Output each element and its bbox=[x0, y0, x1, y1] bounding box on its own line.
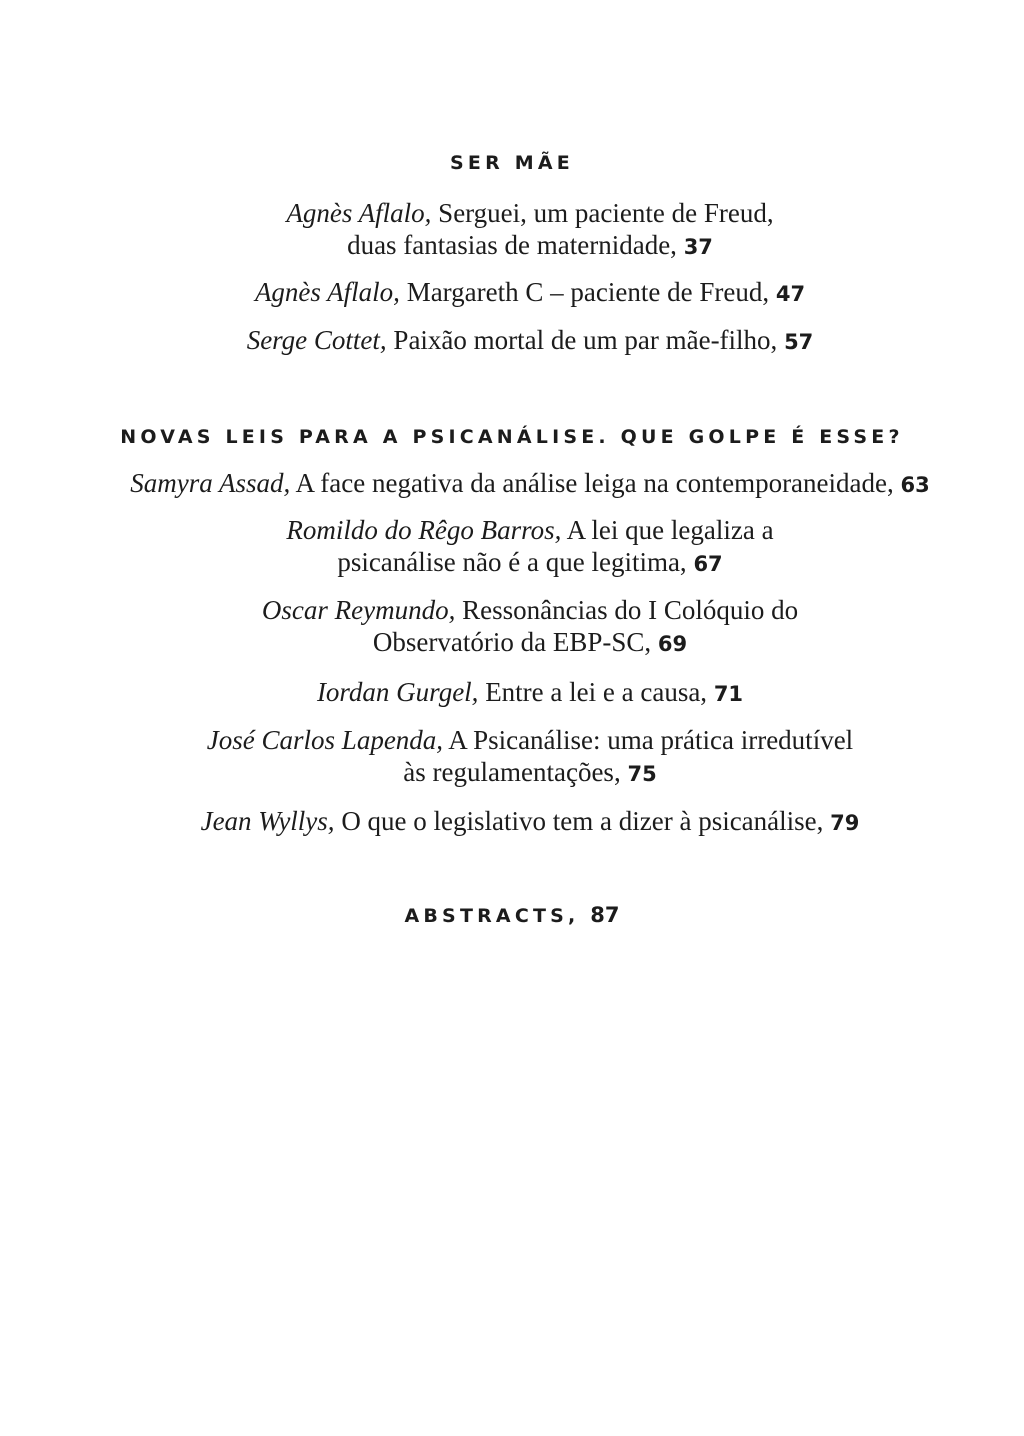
toc-entry-line bbox=[80, 276, 980, 310]
toc-entry-line bbox=[80, 467, 980, 501]
toc-title: Serguei, um paciente de Freud, bbox=[431, 198, 774, 228]
toc-entry-line bbox=[80, 229, 980, 263]
toc-title: duas fantasias de maternidade, bbox=[347, 230, 677, 260]
toc-author: Romildo do Rêgo Barros, bbox=[286, 515, 562, 545]
toc-entry bbox=[80, 324, 980, 358]
toc-entry-line bbox=[80, 756, 980, 790]
toc-title: A Psicanálise: uma prática irredutível bbox=[443, 725, 854, 755]
toc-entry bbox=[80, 724, 980, 790]
toc-page-number: 79 bbox=[830, 811, 860, 835]
toc-entry-line bbox=[80, 594, 980, 626]
toc-page-number: 87 bbox=[590, 903, 620, 927]
toc-author: Serge Cottet, bbox=[246, 325, 387, 355]
toc-author: Jean Wyllys, bbox=[200, 806, 335, 836]
toc-author: Samyra Assad, bbox=[130, 468, 291, 498]
section-heading-ser-mae: SER MÃE bbox=[450, 152, 574, 174]
toc-page-number: 75 bbox=[627, 762, 657, 786]
section-heading-abstracts bbox=[0, 903, 1024, 927]
toc-entry-line bbox=[80, 805, 980, 839]
toc-title: O que o legislativo tem a dizer à psicanálise, bbox=[334, 806, 824, 836]
toc-page-number: 47 bbox=[775, 282, 806, 306]
toc-entry-line bbox=[80, 676, 980, 710]
toc-entry-line bbox=[80, 514, 980, 546]
toc-page-number: 67 bbox=[693, 552, 723, 576]
toc-entry-line bbox=[80, 324, 980, 358]
toc-page-number: 71 bbox=[713, 682, 744, 706]
toc-page-number: 57 bbox=[784, 330, 814, 354]
toc-title: Entre a lei e a causa, bbox=[478, 677, 708, 707]
toc-page-number: 69 bbox=[657, 632, 688, 656]
toc-page-number: 37 bbox=[683, 235, 713, 259]
toc-entry bbox=[80, 594, 980, 660]
section-heading-novas-leis: NOVAS LEIS PARA A PSICANÁLISE. QUE GOLPE É ESSE? bbox=[120, 426, 904, 448]
toc-entry-line bbox=[80, 724, 980, 756]
toc-entry bbox=[80, 276, 980, 310]
toc-entry-line bbox=[80, 546, 980, 580]
toc-entry bbox=[80, 676, 980, 710]
toc-author: José Carlos Lapenda, bbox=[206, 725, 444, 755]
toc-page-number: 63 bbox=[900, 473, 930, 497]
toc-title: A lei que legaliza a bbox=[561, 515, 774, 545]
toc-entry bbox=[80, 514, 980, 580]
toc-author: Oscar Reymundo, bbox=[261, 595, 456, 625]
toc-title: A face negativa da análise leiga na contemporaneidade, bbox=[290, 468, 894, 498]
toc-entry bbox=[80, 467, 980, 501]
toc-author: Iordan Gurgel, bbox=[316, 677, 479, 707]
toc-title: Margareth C – paciente de Freud, bbox=[399, 277, 770, 307]
toc-entry bbox=[80, 197, 980, 263]
toc-entry-line bbox=[80, 626, 980, 660]
toc-author: Agnès Aflalo, bbox=[254, 277, 400, 307]
toc-title: às regulamentações, bbox=[403, 757, 621, 787]
toc-entry bbox=[80, 805, 980, 839]
toc-title: Observatório da EBP-SC, bbox=[372, 627, 652, 657]
toc-title: Paixão mortal de um par mãe-filho, bbox=[386, 325, 778, 355]
toc-title: psicanálise não é a que legitima, bbox=[337, 547, 687, 577]
toc-author: Agnès Aflalo, bbox=[286, 198, 432, 228]
toc-title: Ressonâncias do I Colóquio do bbox=[455, 595, 799, 625]
abstracts-label: ABSTRACTS, bbox=[404, 905, 580, 927]
toc-entry-line bbox=[80, 197, 980, 229]
